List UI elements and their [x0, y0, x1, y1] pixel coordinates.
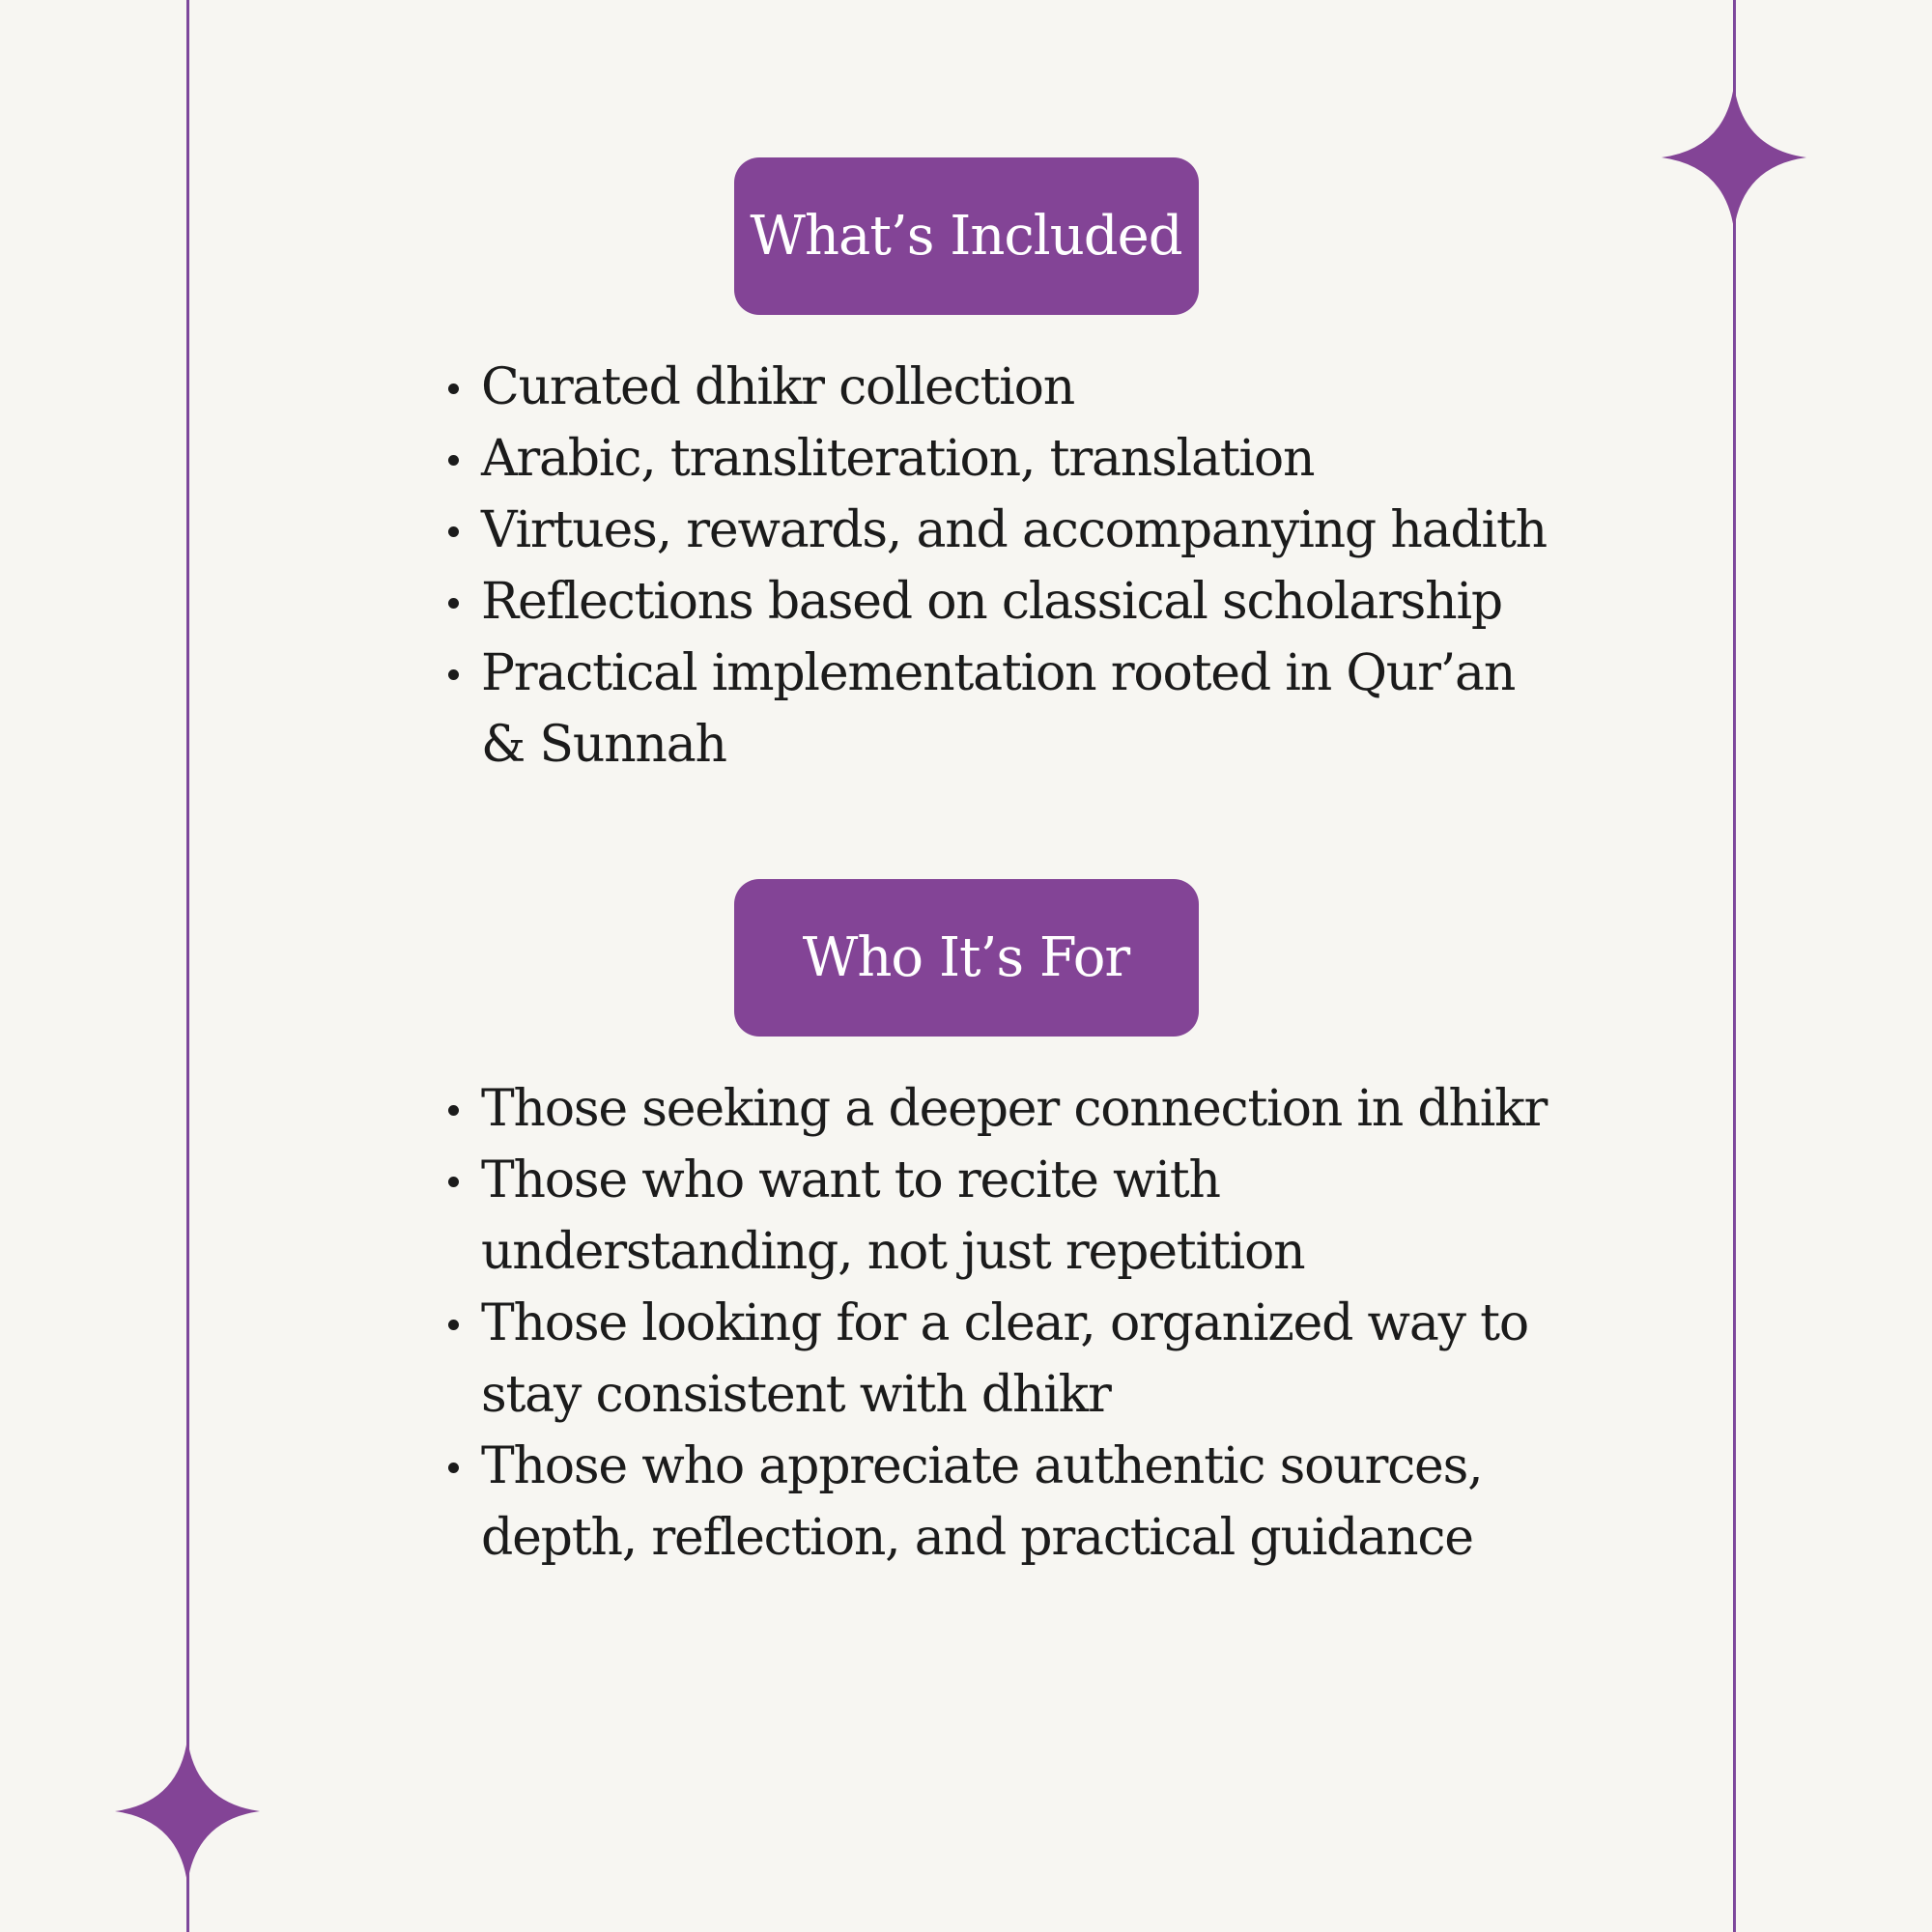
- list-item: Virtues, rewards, and accompanying hadith: [444, 495, 1565, 566]
- list-item: Curated dhikr collection: [444, 352, 1565, 423]
- list-item: Those who want to recite with understanding, not just repetition: [444, 1145, 1565, 1288]
- audience-list: [444, 1073, 1565, 1574]
- list-item: Practical implementation rooted in Qur’an & Sunnah: [444, 638, 1565, 781]
- who-its-for-heading: Who It’s For: [734, 879, 1199, 1037]
- whats-included-section: [0, 157, 1932, 774]
- included-list: [444, 352, 1565, 781]
- list-item: Arabic, transliteration, translation: [444, 423, 1565, 495]
- whats-included-heading: What’s Included: [734, 157, 1199, 315]
- list-item: Reflections based on classical scholarship: [444, 566, 1565, 638]
- sparkle-star-icon: [115, 1739, 260, 1884]
- list-item: Those looking for a clear, organized way to stay consistent with dhikr: [444, 1288, 1565, 1431]
- list-item: Those seeking a deeper connection in dhikr: [444, 1073, 1565, 1145]
- who-its-for-section: [0, 879, 1932, 1567]
- list-item: Those who appreciate authentic sources, depth, reflection, and practical guidance: [444, 1431, 1565, 1574]
